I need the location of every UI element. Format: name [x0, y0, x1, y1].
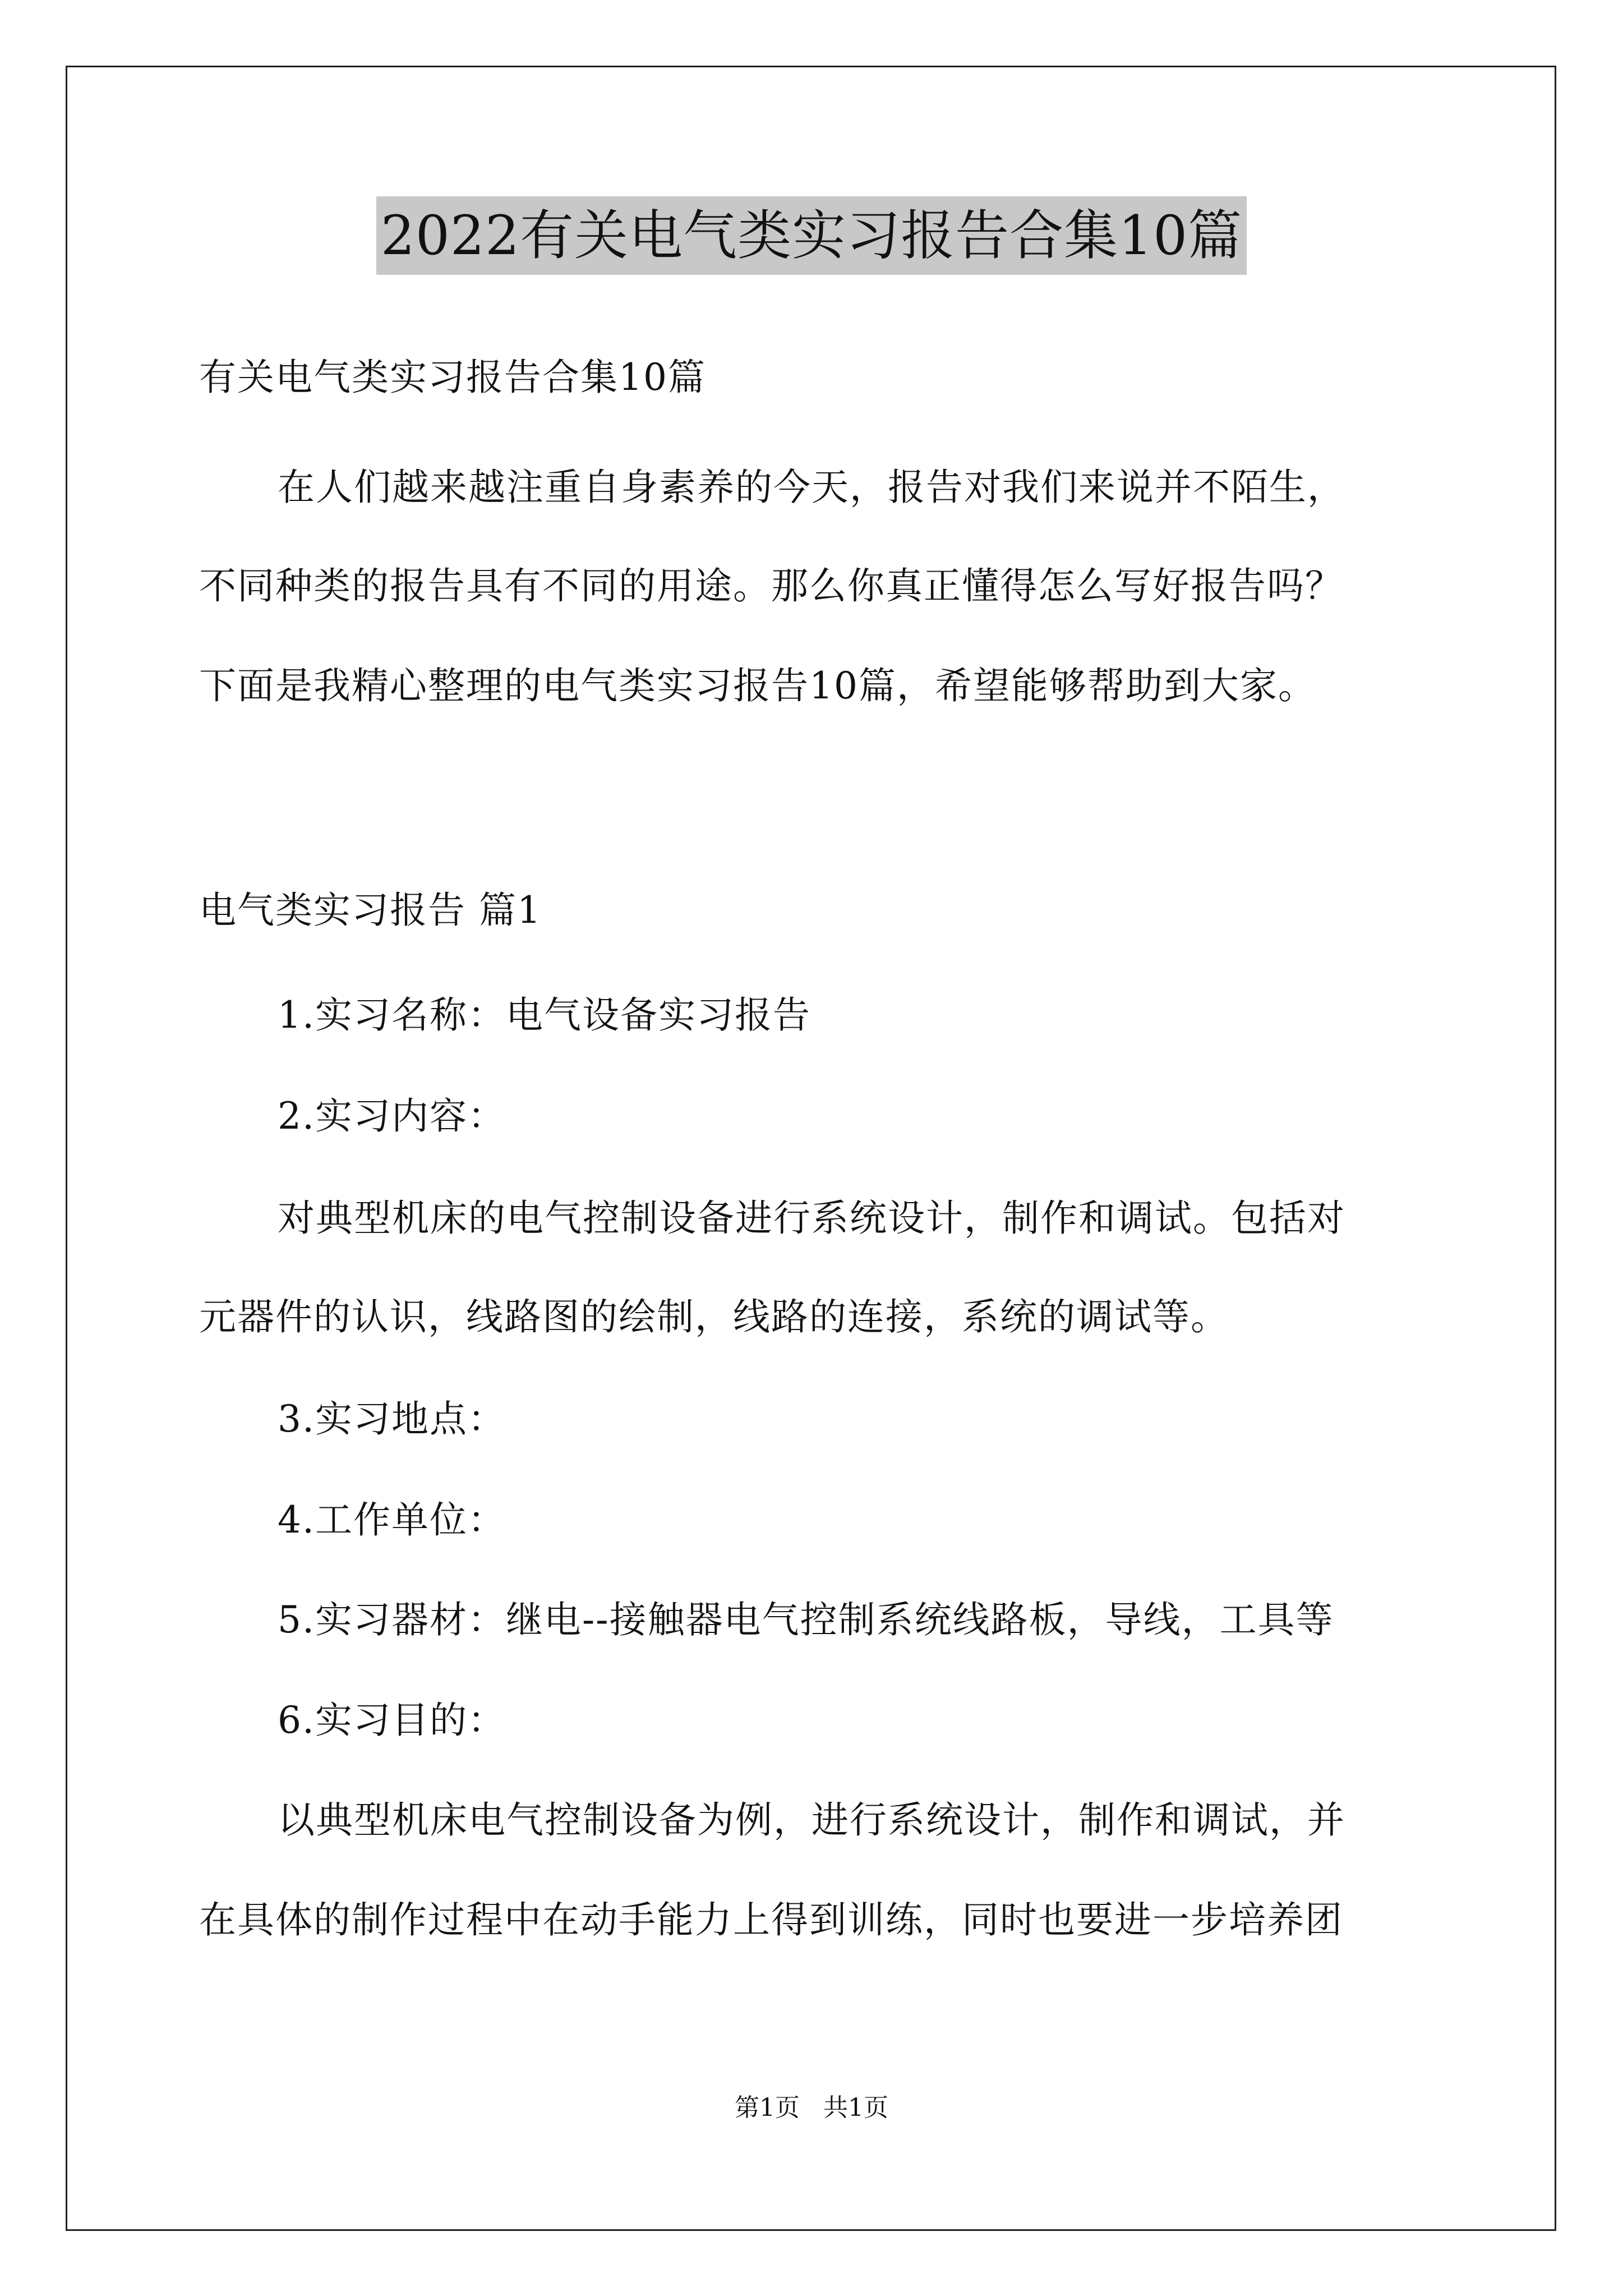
- intro-line-1: 在人们越来越注重自身素养的今天，报告对我们来说并不陌生，: [278, 466, 1345, 509]
- purpose-line-1: 以典型机床电气控制设备为例，进行系统设计，制作和调试，并: [278, 1798, 1345, 1842]
- item-1-name: 1.实习名称：电气设备实习报告: [278, 993, 811, 1037]
- intro-line-3: 下面是我精心整理的电气类实习报告10篇，希望能够帮助到大家。: [199, 664, 1316, 707]
- item-2-content-label: 2.实习内容：: [278, 1094, 506, 1138]
- item-4-employer: 4.工作单位：: [278, 1498, 506, 1542]
- page-number-footer: 第1页 共1页: [735, 2093, 888, 2122]
- content-line-1: 对典型机床的电气控制设备进行系统设计，制作和调试。包括对: [278, 1197, 1345, 1240]
- title-container: [0, 196, 1623, 275]
- item-6-purpose-label: 6.实习目的：: [278, 1699, 506, 1742]
- content-line-2: 元器件的认识，线路图的绘制，线路的连接，系统的调试等。: [199, 1295, 1229, 1338]
- section-heading: 电气类实习报告 篇1: [199, 889, 542, 932]
- subtitle-line: 有关电气类实习报告合集10篇: [199, 356, 706, 399]
- item-3-location: 3.实习地点：: [278, 1397, 506, 1441]
- document-title: 2022有关电气类实习报告合集10篇: [376, 196, 1247, 275]
- item-5-equipment: 5.实习器材：继电--接触器电气控制系统线路板，导线，工具等: [278, 1598, 1334, 1641]
- purpose-line-2: 在具体的制作过程中在动手能力上得到训练，同时也要进一步培养团: [199, 1898, 1343, 1941]
- intro-line-2: 不同种类的报告具有不同的用途。那么你真正懂得怎么写好报告吗？: [199, 564, 1343, 608]
